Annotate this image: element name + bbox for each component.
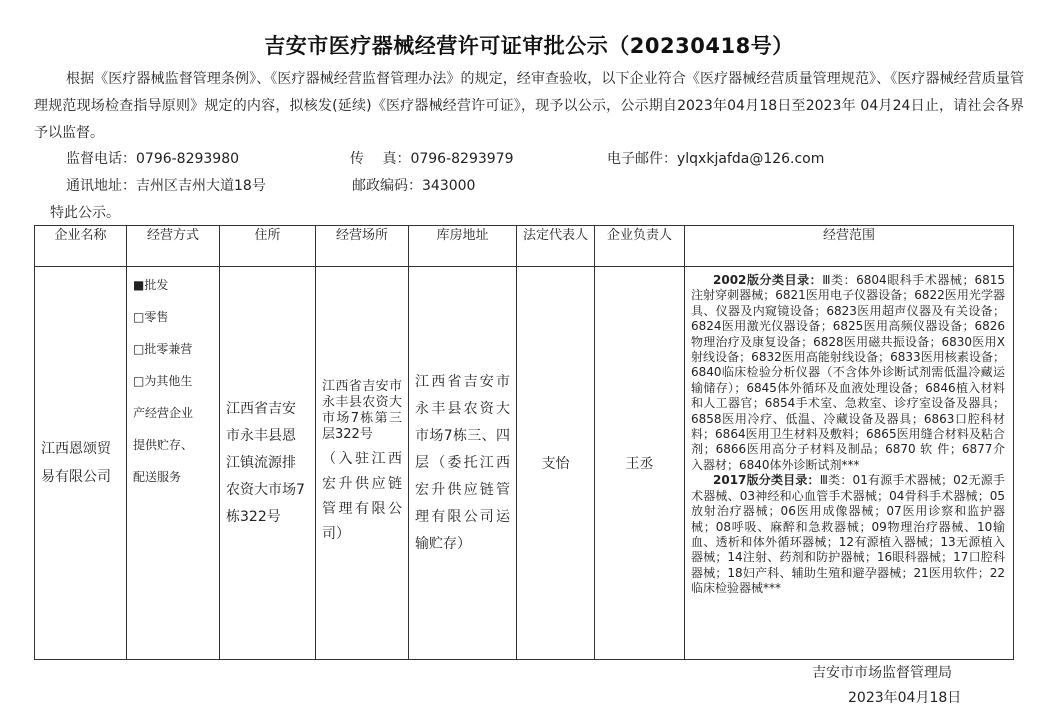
residence-cell: 江西省吉安市永丰县恩江镇流源排农资大市场7栋322号: [220, 267, 316, 660]
header-scope: 经营范围: [685, 226, 1014, 267]
header-residence: 住所: [220, 226, 316, 267]
issue-date: 2023年04月18日: [848, 690, 962, 706]
business-place-cell: [316, 267, 409, 660]
header-business-mode: 经营方式: [127, 226, 220, 267]
header-warehouse: 库房地址: [409, 226, 517, 267]
page-title: 吉安市医疗器械经营许可证审批公示（20230418号）: [264, 34, 794, 58]
mode-storage-line2: 产经营企业: [133, 406, 194, 420]
scope-2017-label: 2017版分类目录：: [713, 473, 820, 488]
business-place-note: （入驻江西宏升供应链管理有限公司）: [322, 451, 402, 542]
header-manager: 企业负责人: [595, 226, 685, 267]
header-business-place: 经营场所: [316, 226, 409, 267]
address-info: 通讯地址：吉州区吉州大道18号: [66, 178, 266, 194]
business-mode-cell: [127, 267, 220, 660]
mode-retail: □零售: [133, 310, 169, 324]
scope-2002-block: [691, 273, 1005, 473]
notice-text: 特此公示。: [50, 205, 120, 221]
fax-info: 传 真：0796-8293979: [350, 151, 514, 167]
header-legal-rep: 法定代表人: [517, 226, 595, 267]
approval-table: [34, 225, 1014, 660]
scope-2002-text: Ⅲ类：6804眼科手术器械；6815注射穿刺器械；6821医用电子仪器设备；6822医用光学器具、仪器及内窥镜设备；6823医用超声仪器及有关设备；6824医用激光仪器设备；6825医用高频仪器设备；6826物理治疗及康复设备；6828医用磁共振设备；6830医用X射线设备；6832医用高能射线设备；6833医用核素设备；6840临床检验分析仪器（不含体外诊断试剂需低温冷藏运输储存）；6845体外循环及血液处理设备；6846植入材料和人工器官；6854手术室、急救室、诊疗室设备及器具；6858医用冷疗、低温、冷藏设备及器具；6863口腔科材料；6864医用卫生材料及敷料；6865医用缝合材料及粘合剂；6866医用高分子材料及制品；6870 软 件；6877介入器材；6840体外诊断试剂***: [691, 273, 1005, 472]
mode-storage-line3: 提供贮存、: [133, 438, 194, 452]
table-header-row: [35, 226, 1014, 267]
scope-2017-text: Ⅲ类：01有源手术器械；02无源手术器械、03神经和心血管手术器械；04骨科手术器械；05放射治疗器械；06医用成像器械；07医用诊察和监护器械；08呼吸、麻醉和急救器械；09物理治疗器械、10输血、透析和体外循环器械；12有源植入器械；13无源植入器械；14注射、药剂和防护器械；16眼科器械；17口腔科器械；18妇产科、辅助生殖和避孕器械；21医用软件；22临床检验器械***: [691, 473, 1005, 596]
legal-rep-cell: 支怡: [517, 267, 595, 660]
scope-2017-block: [691, 473, 1005, 596]
business-place-address: 江西省吉安市永丰县农资大市场7栋第三层322号: [322, 379, 402, 442]
mode-storage-line1: □为其他生: [133, 374, 193, 388]
intro-paragraph: 根据《医疗器械监督管理条例》、《医疗器械经营监督管理办法》的规定，经审查验收，以下企业符合《医疗器械经营质量管理规范》、《医疗器械经营质量管理规范现场检查指导原则》规定的内容，拟核发(延续)《医疗器械经营许可证》，现予以公示，公示期自2023年04月18日至2023年 04月24日止，请社会各界予以监督。: [34, 71, 1024, 141]
postcode-info: 邮政编码：343000: [352, 178, 476, 194]
scope-cell: [685, 267, 1014, 660]
company-name-cell: 江西恩颂贸易有限公司: [35, 267, 127, 660]
header-company-name: 企业名称: [35, 226, 127, 267]
scope-2002-label: 2002版分类目录：: [713, 273, 823, 287]
issuing-authority: 吉安市市场监督管理局: [812, 665, 952, 681]
mode-wholesale: ■批发: [133, 278, 169, 292]
email-info: 电子邮件：ylqxkjafda@126.com: [607, 151, 825, 167]
manager-cell: 王丞: [595, 267, 685, 660]
mode-mixed: □批零兼营: [133, 342, 193, 356]
mode-storage-line4: 配送服务: [133, 470, 182, 484]
warehouse-cell: 江西省吉安市永丰县农资大市场7栋三、四层（委托江西宏升供应链管理有限公司运输贮存）: [409, 267, 517, 660]
table-row: [35, 267, 1014, 660]
phone-info: 监督电话：0796-8293980: [66, 151, 240, 167]
